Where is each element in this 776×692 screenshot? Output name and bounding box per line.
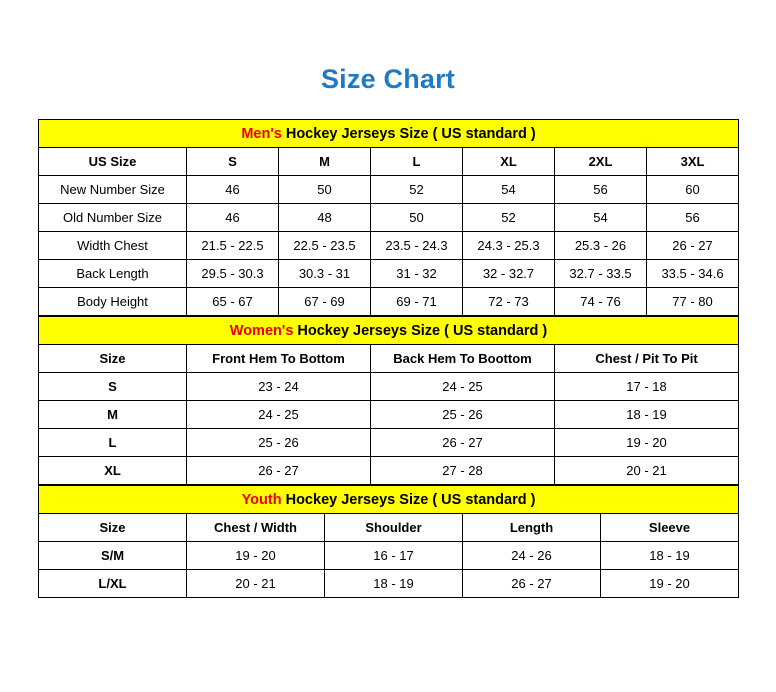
row-label: Old Number Size xyxy=(39,204,187,232)
youth-header-cell: Length xyxy=(463,514,601,542)
table-cell: 19 - 20 xyxy=(555,429,739,457)
table-row xyxy=(39,288,739,316)
table-row xyxy=(39,570,739,598)
mens-header-cell: M xyxy=(279,148,371,176)
youth-banner-row xyxy=(39,486,739,514)
table-cell: 33.5 - 34.6 xyxy=(647,260,739,288)
table-cell: 18 - 19 xyxy=(601,542,739,570)
table-cell: 25.3 - 26 xyxy=(555,232,647,260)
mens-header-cell: 2XL xyxy=(555,148,647,176)
table-cell: 56 xyxy=(647,204,739,232)
table-cell: 32.7 - 33.5 xyxy=(555,260,647,288)
womens-size-table xyxy=(38,316,739,485)
table-cell: 31 - 32 xyxy=(371,260,463,288)
table-cell: 24 - 25 xyxy=(187,401,371,429)
table-cell: 20 - 21 xyxy=(555,457,739,485)
womens-banner-rest: Hockey Jerseys Size ( US standard ) xyxy=(293,322,548,339)
mens-banner-accent: Men's xyxy=(241,125,282,142)
youth-header-cell: Chest / Width xyxy=(187,514,325,542)
table-cell: 20 - 21 xyxy=(187,570,325,598)
table-cell: 46 xyxy=(187,176,279,204)
table-row xyxy=(39,542,739,570)
mens-header-cell: S xyxy=(187,148,279,176)
mens-banner-rest: Hockey Jerseys Size ( US standard ) xyxy=(281,125,536,142)
table-cell: 67 - 69 xyxy=(279,288,371,316)
table-cell: 48 xyxy=(279,204,371,232)
row-label: Width Chest xyxy=(39,232,187,260)
table-cell: 18 - 19 xyxy=(325,570,463,598)
table-cell: 24 - 25 xyxy=(371,373,555,401)
table-row xyxy=(39,429,739,457)
table-cell: 21.5 - 22.5 xyxy=(187,232,279,260)
table-cell: 19 - 20 xyxy=(601,570,739,598)
womens-header-cell: Back Hem To Boottom xyxy=(371,345,555,373)
mens-header-cell: XL xyxy=(463,148,555,176)
table-cell: 50 xyxy=(279,176,371,204)
mens-header-row xyxy=(39,148,739,176)
womens-banner-row xyxy=(39,317,739,345)
table-row xyxy=(39,232,739,260)
table-row xyxy=(39,401,739,429)
row-label: Body Height xyxy=(39,288,187,316)
row-label: S xyxy=(39,373,187,401)
table-row xyxy=(39,204,739,232)
table-cell: 52 xyxy=(371,176,463,204)
mens-header-cell: L xyxy=(371,148,463,176)
table-cell: 77 - 80 xyxy=(647,288,739,316)
table-cell: 74 - 76 xyxy=(555,288,647,316)
table-cell: 25 - 26 xyxy=(187,429,371,457)
mens-size-table xyxy=(38,119,739,316)
row-label: Back Length xyxy=(39,260,187,288)
youth-banner xyxy=(39,486,739,514)
table-cell: 23.5 - 24.3 xyxy=(371,232,463,260)
womens-header-cell: Front Hem To Bottom xyxy=(187,345,371,373)
table-cell: 52 xyxy=(463,204,555,232)
table-cell: 16 - 17 xyxy=(325,542,463,570)
table-cell: 22.5 - 23.5 xyxy=(279,232,371,260)
womens-banner-accent: Women's xyxy=(229,322,294,339)
mens-header-cell: US Size xyxy=(39,148,187,176)
table-cell: 25 - 26 xyxy=(371,401,555,429)
womens-banner xyxy=(39,317,739,345)
page-title: Size Chart xyxy=(320,64,456,94)
womens-header-row xyxy=(39,345,739,373)
youth-header-cell: Sleeve xyxy=(601,514,739,542)
table-cell: 19 - 20 xyxy=(187,542,325,570)
womens-header-cell: Size xyxy=(39,345,187,373)
table-row xyxy=(39,373,739,401)
table-cell: 46 xyxy=(187,204,279,232)
table-cell: 60 xyxy=(647,176,739,204)
row-label: M xyxy=(39,401,187,429)
table-cell: 32 - 32.7 xyxy=(463,260,555,288)
table-row xyxy=(39,260,739,288)
table-cell: 65 - 67 xyxy=(187,288,279,316)
table-cell: 17 - 18 xyxy=(555,373,739,401)
table-cell: 27 - 28 xyxy=(371,457,555,485)
table-cell: 29.5 - 30.3 xyxy=(187,260,279,288)
table-row xyxy=(39,457,739,485)
youth-header-row xyxy=(39,514,739,542)
row-label: S/M xyxy=(39,542,187,570)
table-cell: 18 - 19 xyxy=(555,401,739,429)
table-cell: 26 - 27 xyxy=(371,429,555,457)
table-cell: 54 xyxy=(555,204,647,232)
table-cell: 56 xyxy=(555,176,647,204)
table-cell: 54 xyxy=(463,176,555,204)
table-cell: 69 - 71 xyxy=(371,288,463,316)
row-label: L xyxy=(39,429,187,457)
size-chart-container xyxy=(0,95,776,598)
youth-banner-accent: Youth xyxy=(241,491,282,508)
row-label: XL xyxy=(39,457,187,485)
womens-header-cell: Chest / Pit To Pit xyxy=(555,345,739,373)
youth-header-cell: Size xyxy=(39,514,187,542)
mens-banner-row xyxy=(39,120,739,148)
table-cell: 26 - 27 xyxy=(187,457,371,485)
row-label: L/XL xyxy=(39,570,187,598)
youth-size-table xyxy=(38,485,739,598)
mens-header-cell: 3XL xyxy=(647,148,739,176)
youth-header-cell: Shoulder xyxy=(325,514,463,542)
youth-banner-rest: Hockey Jerseys Size ( US standard ) xyxy=(281,491,536,508)
table-row xyxy=(39,176,739,204)
table-cell: 24.3 - 25.3 xyxy=(463,232,555,260)
table-cell: 50 xyxy=(371,204,463,232)
table-cell: 23 - 24 xyxy=(187,373,371,401)
row-label: New Number Size xyxy=(39,176,187,204)
table-cell: 72 - 73 xyxy=(463,288,555,316)
mens-banner xyxy=(39,120,739,148)
table-cell: 24 - 26 xyxy=(463,542,601,570)
table-cell: 30.3 - 31 xyxy=(279,260,371,288)
table-cell: 26 - 27 xyxy=(647,232,739,260)
table-cell: 26 - 27 xyxy=(463,570,601,598)
